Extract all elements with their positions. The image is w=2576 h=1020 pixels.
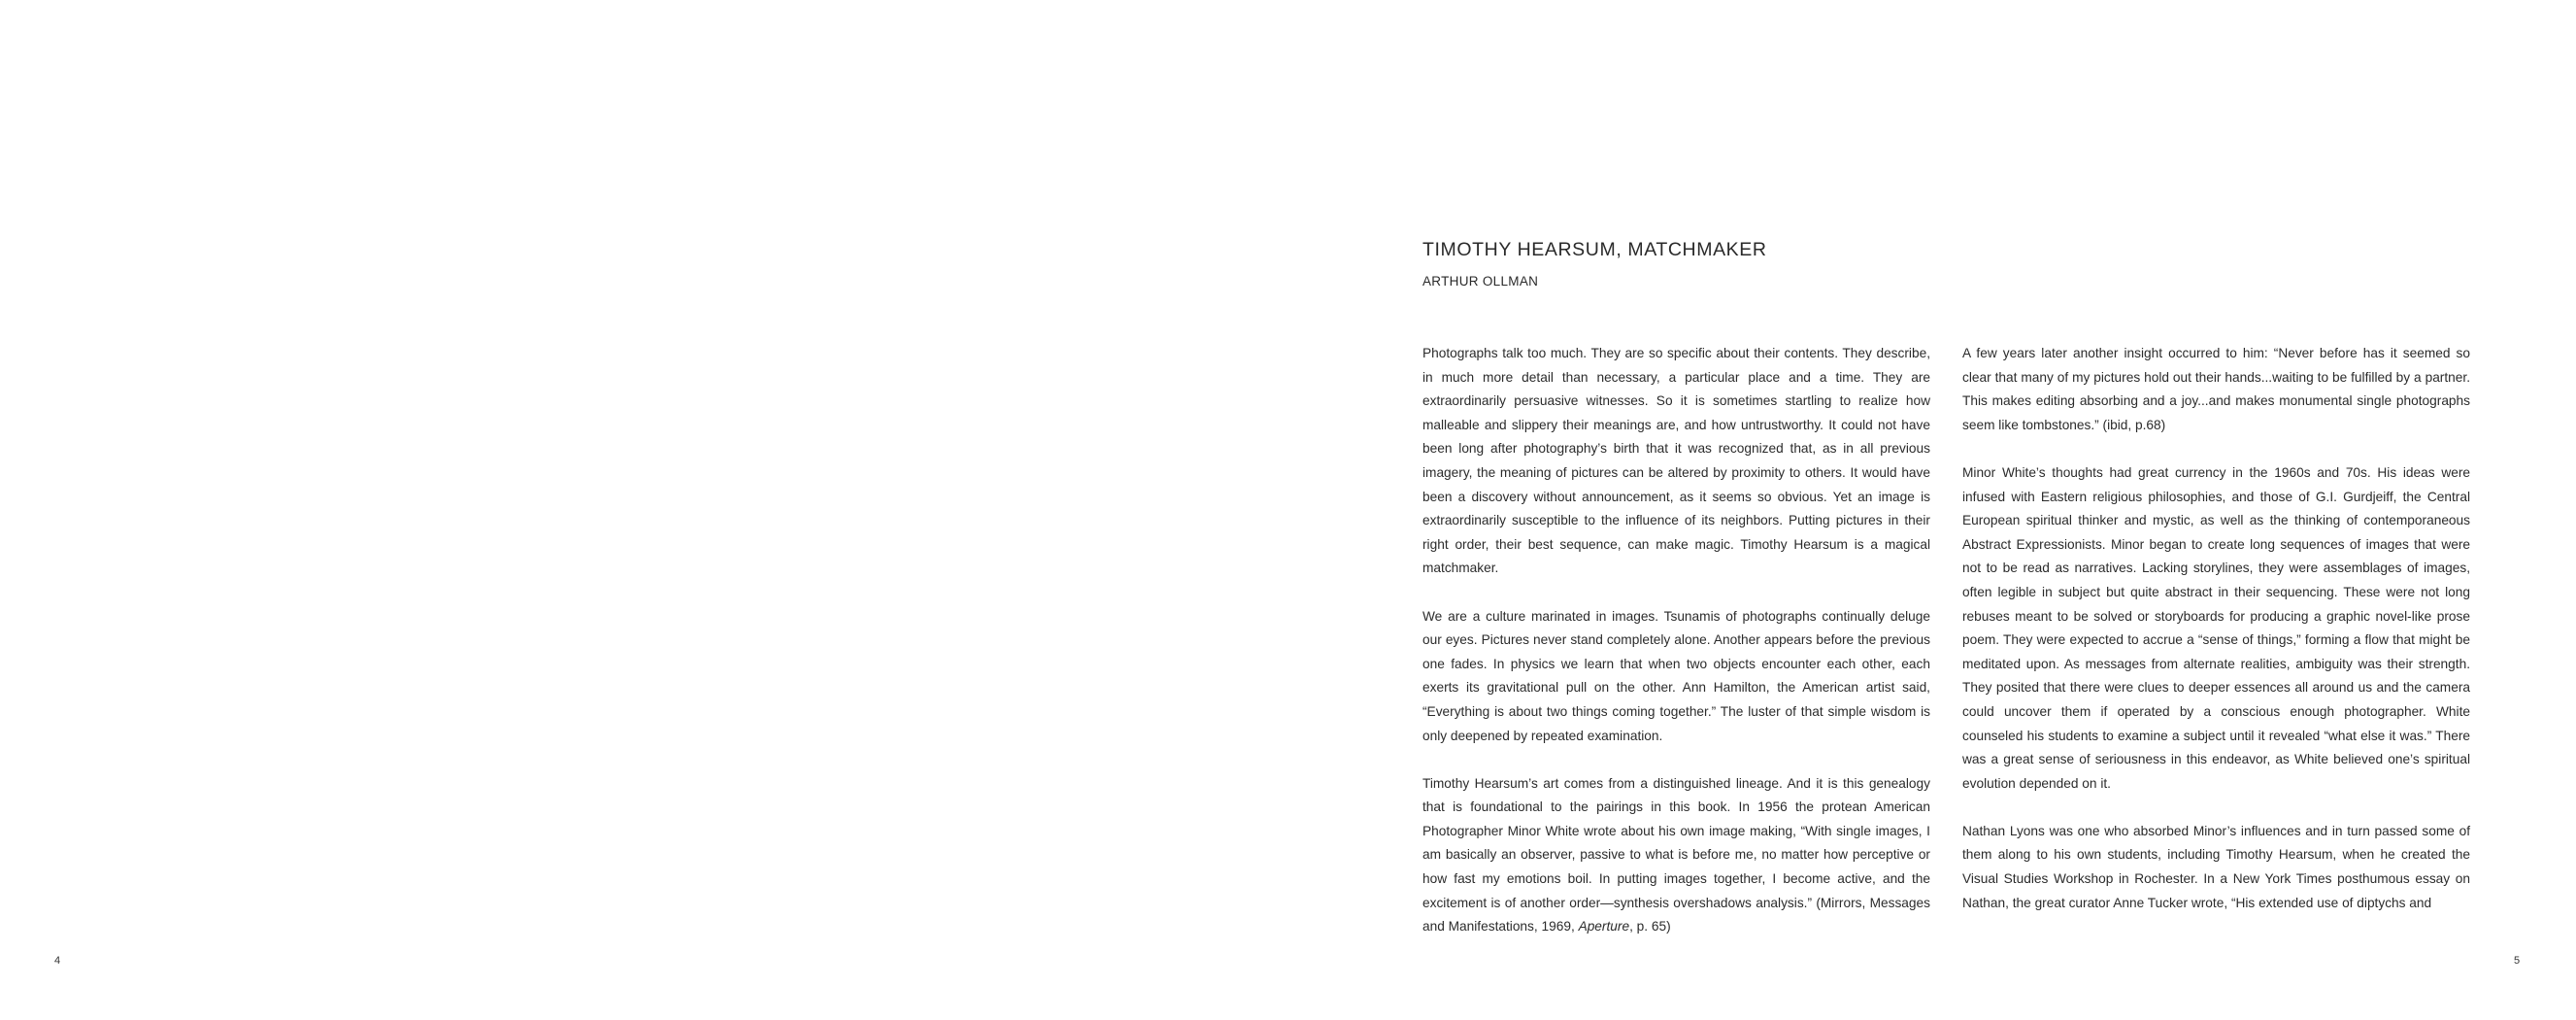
essay-author: ARTHUR OLLMAN [1422,274,1539,289]
paragraph-text: Timothy Hearsum’s art comes from a distinguished lineage. And it is this genealogy that is foundational to the pairings in this book. In 1956 the protean American Photographer Minor White wrote about his own image making, “With single images, I am basically an observer, passive to what is before me, no matter how perceptive or how fast my emotions boil. In putting images together, I become active, and the excitement is of another order—synthesis overshadows analysis.” (Mirrors, Messages and Manifestations, 1969, [1422,775,1930,935]
paragraph: A few years later another insight occurred to him: “Never before has it seemed so clear that many of my pictures hold out their hands...waiting to be fulfilled by a partner. This makes editing absorbing and a joy...and makes monumental single photographs seem like tombstones.” (ibid, p.68) [1962,346,2470,432]
paragraph: Minor White’s thoughts had great currency in the 1960s and 70s. His ideas were infused with Eastern religious philosophies, and those of G.I. Gurdjeiff, the Central European spiritual thinker and mystic, as well as the thinking of contemporaneous Abstract Expressionists. Minor began to create long sequences of images that were not to be read as narratives. Lacking storylines, they were assemblages of images, often legible in subject but quite abstract in their sequencing. These were not long rebuses meant to be solved or storyboards for producing a graphic novel-like prose poem. They were expected to accrue a “sense of things,” forming a flow that might be meditated upon. As messages from alternate realities, ambiguity was their strength. They posited that there were clues to deeper essences all around us and the camera could uncover them if operated by a conscious enough photographer. White counseled his students to examine a subject until it revealed “what else it was.” There was a great sense of seriousness in this endeavor, as White believed one’s spiritual evolution depended on it. [1962,464,2470,791]
text-column-left [1422,342,1930,963]
page-number-left: 4 [54,955,61,967]
paragraph: Nathan Lyons was one who absorbed Minor’s influences and in turn passed some of them along to his own students, including Timothy Hearsum, when he created the Visual Studies Workshop in Rochester. In a New York Times posthumous essay on Nathan, the great curator Anne Tucker wrote, “His extended use of diptychs and [1962,823,2470,910]
text-column-right [1962,342,2470,939]
italic-publication-name: Aperture [1578,919,1630,935]
paragraph-text: , p. 65) [1629,919,1671,935]
page-number-right: 5 [2514,955,2521,967]
paragraph: Photographs talk too much. They are so specific about their contents. They describe, in much more detail than necessary, a particular place and a time. They are extraordinarily persuasive witnesses. So it is sometimes startling to realize how malleable and slippery their meanings are, and how untrustworthy. It could not have been long after photography’s birth that it was recognized that, as in all previous imagery, the meaning of pictures can be altered by proximity to others. It would have been a discovery without announcement, as it seems so obvious. Yet an image is extraordinarily susceptible to the influence of its neighbors. Putting pictures in their right order, their best sequence, can make magic. Timothy Hearsum is a magical matchmaker. [1422,346,1930,576]
paragraph [1422,772,1930,939]
essay-title: TIMOTHY HEARSUM, MATCHMAKER [1422,239,1767,260]
paragraph: We are a culture marinated in images. Tsunamis of photographs continually deluge our eyes. Pictures never stand completely alone. Another appears before the previous one fades. In physics we learn that when two objects encounter each other, each exerts its gravitational pull on the other. Ann Hamilton, the American artist said, “Everything is about two things coming together.” The luster of that simple wisdom is only deepened by repeated examination. [1422,608,1930,743]
